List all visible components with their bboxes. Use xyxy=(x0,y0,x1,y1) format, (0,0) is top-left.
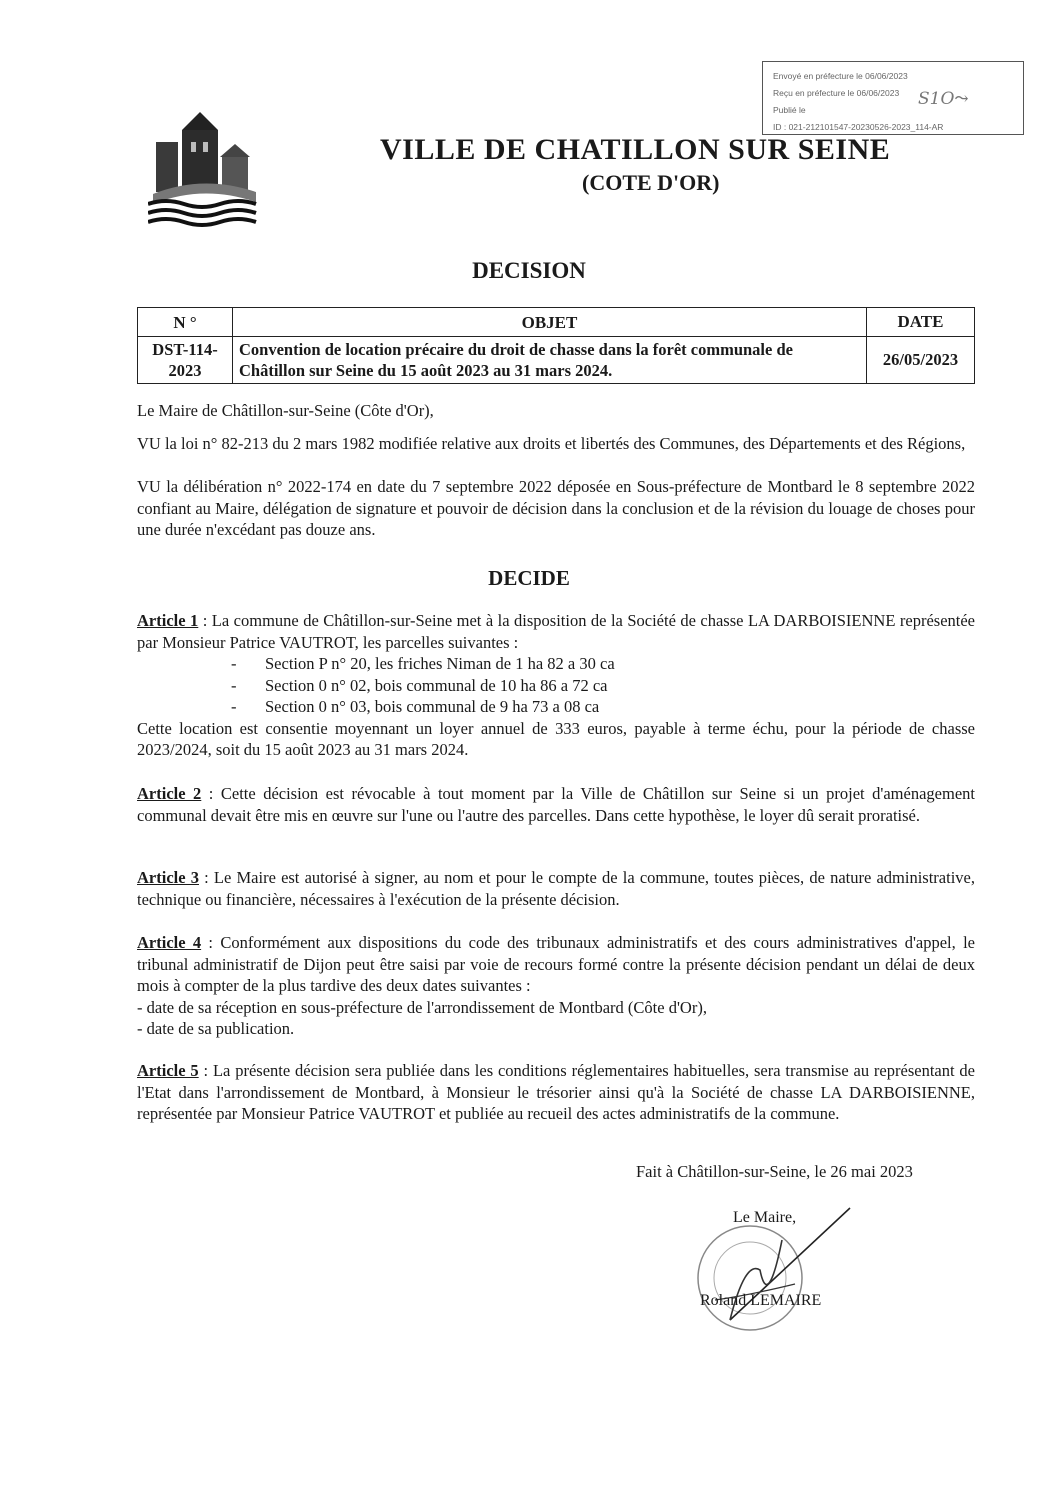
article-1 xyxy=(137,610,975,761)
stamp-handwritten-mark: S1O⤳ xyxy=(918,89,969,109)
stamp-id-line: ID : 021-212101547-20230526-2023_114-AR xyxy=(773,122,944,132)
parcel-list xyxy=(137,653,975,718)
article-4-date-1: - date de sa réception en sous-préfecture de l'arrondissement de Montbard (Côte d'Or), xyxy=(137,997,707,1017)
article-3-label: Article 3 xyxy=(137,868,199,887)
town-logo-icon xyxy=(148,112,260,230)
article-4-date-2: - date de sa publication. xyxy=(137,1019,295,1038)
table-header-row xyxy=(138,308,975,337)
decision-table xyxy=(137,307,975,384)
article-4-text: : Conformément aux dispositions du code des tribunaux administratifs et des cours administratives d'appel, le tribunal administratif de Dijon peut être saisi par voie de recours formé contre la présente décision pendant un délai de deux mois à compter de la plus tardive des deux dates suivantes : xyxy=(137,933,975,995)
list-item: - Section P n° 20, les friches Niman de 1 ha 82 a 30 ca xyxy=(231,653,975,675)
article-2 xyxy=(137,783,975,826)
list-item: - Section 0 n° 03, bois communal de 9 ha 73 a 08 ca xyxy=(231,696,975,718)
article-4-label: Article 4 xyxy=(137,933,202,952)
stamp-received-line: Reçu en préfecture le 06/06/2023 xyxy=(773,88,900,98)
article-5 xyxy=(137,1060,975,1125)
article-5-label: Article 5 xyxy=(137,1061,199,1080)
vu-loi-text: VU la loi n° 82-213 du 2 mars 1982 modifiée relative aux droits et libertés des Communes, des Départements et des Régions, xyxy=(137,434,966,453)
article-1-rent-text: Cette location est consentie moyennant un loyer annuel de 333 euros, payable à terme échu, pour la période de chasse 2023/2024, soit du 15 août 2023 au 31 mars 2024. xyxy=(137,718,975,759)
decision-number: DST-114-2023 xyxy=(138,337,233,384)
header-date: DATE xyxy=(867,308,975,337)
article-2-text: : Cette décision est révocable à tout moment par la Ville de Châtillon sur Seine si un projet d'aménagement communal devait être mis en œuvre sur l'une ou l'autre des parcelles. Dans cette hypothèse, le loyer dû serait proratisé. xyxy=(137,784,975,825)
article-1-text: : La commune de Châtillon-sur-Seine met à la disposition de la Société de chasse LA DARBOISIENNE représentée par Monsieur Patrice VAUTROT, les parcelles suivantes : xyxy=(137,611,975,652)
vu-deliberation-text: VU la délibération n° 2022-174 en date du 7 septembre 2022 déposée en Sous-préfecture de Montbard le 8 septembre 2022 confiant au Maire, délégation de signature et pouvoir de décision dans la conclusion et de la révision du louage de choses pour une durée n'excédant pas douze ans. xyxy=(137,477,975,539)
header-num: N ° xyxy=(138,308,233,337)
article-3 xyxy=(137,867,975,910)
signature-role: Le Maire, xyxy=(733,1209,797,1226)
stamp-sent-line: Envoyé en préfecture le 06/06/2023 xyxy=(773,71,908,81)
list-item: - Section 0 n° 02, bois communal de 10 ha 86 a 72 ca xyxy=(231,675,975,697)
decision-heading: DECISION xyxy=(472,258,586,283)
intro-text: Le Maire de Châtillon-sur-Seine (Côte d'Or), xyxy=(137,401,434,420)
decide-heading: DECIDE xyxy=(488,566,570,590)
page-title: VILLE DE CHATILLON SUR SEINE xyxy=(380,133,891,166)
article-2-label: Article 2 xyxy=(137,784,202,803)
prefecture-stamp xyxy=(762,61,1024,135)
signature-name: Roland LEMAIRE xyxy=(700,1292,822,1309)
article-1-label: Article 1 xyxy=(137,611,199,630)
table-row xyxy=(138,337,975,384)
article-5-text: : La présente décision sera publiée dans les conditions réglementaires habituelles, sera transmise au représentant de l'Etat dans l'arrondissement de Montbard, à Monsieur le trésorier ainsi qu'à la Société de chasse LA DARBOISIENNE, représentée par Monsieur Patrice VAUTROT et publiée au recueil des actes administratifs de la commune. xyxy=(137,1061,975,1123)
stamp-published-line: Publié le xyxy=(773,105,806,115)
article-3-text: : Le Maire est autorisé à signer, au nom et pour le compte de la commune, toutes pièces, de nature administrative, technique ou financière, nécessaires à l'exécution de la présente décision. xyxy=(137,868,975,909)
header-objet: OBJET xyxy=(233,308,867,337)
article-4 xyxy=(137,932,975,1040)
decision-date: 26/05/2023 xyxy=(867,337,975,384)
signature-place-date: Fait à Châtillon-sur-Seine, le 26 mai 2023 xyxy=(636,1162,913,1181)
decision-object: Convention de location précaire du droit de chasse dans la forêt communale de Châtillon sur Seine du 15 août 2023 au 31 mars 2024. xyxy=(233,337,867,384)
page-subtitle: (COTE D'OR) xyxy=(582,170,720,195)
